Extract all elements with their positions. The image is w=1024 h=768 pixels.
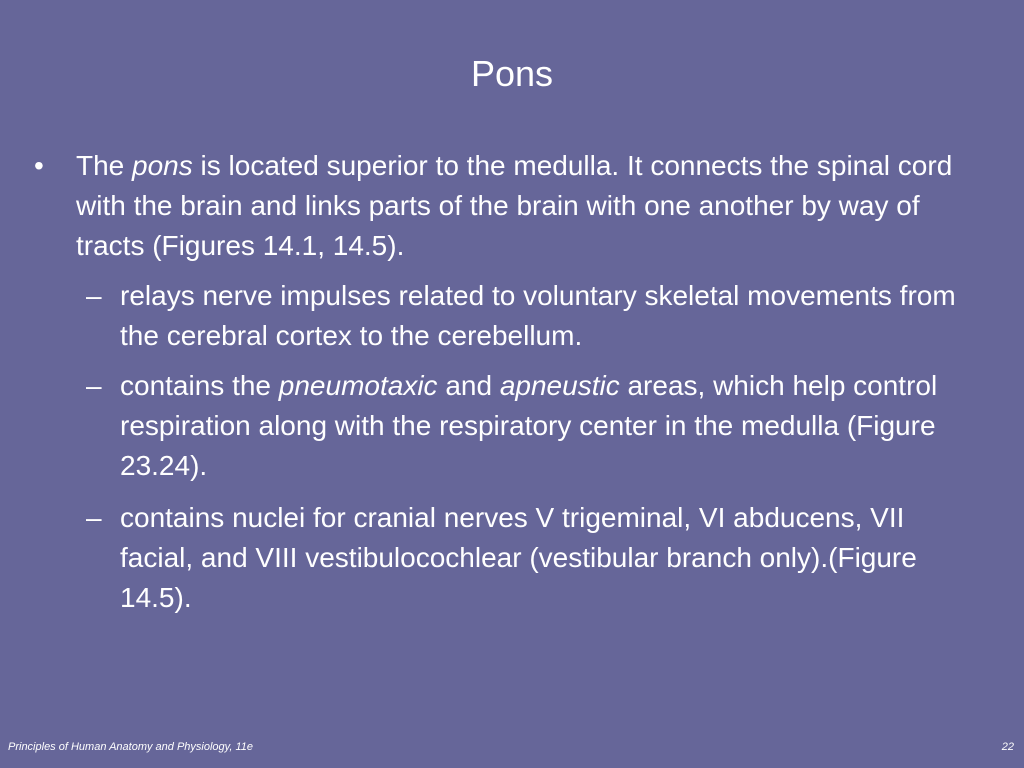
footer-source: Principles of Human Anatomy and Physiology, 11e	[8, 741, 253, 753]
sub2-italic-apneustic: apneustic	[499, 370, 620, 401]
sub-bullet-cranial-nerves-text: contains nuclei for cranial nerves V trigeminal, VI abducens, VII facial, and VIII vestibulocochlear (vestibular branch only).(Figure 14.5).	[120, 502, 917, 613]
sub-bullet-relays-text: relays nerve impulses related to voluntary skeletal movements from the cerebral cortex to the cerebellum.	[120, 280, 956, 351]
sub-bullet-marker: –	[86, 280, 102, 311]
sub-bullet-respiration-text	[120, 366, 972, 486]
slide-title: Pons	[470, 53, 554, 94]
sub2-pre: contains the	[120, 370, 279, 401]
footer-page-number: 22	[1001, 741, 1014, 753]
sub-bullet-marker: –	[86, 502, 102, 533]
main-bullet-post: is located superior to the medulla. It connects the spinal cord with the brain and links parts of the brain with one another by way of tracts (Figures 14.1, 14.5).	[76, 150, 953, 261]
main-bullet-pre: The	[76, 150, 133, 181]
sub-bullet-marker: –	[86, 370, 102, 401]
main-bullet-text	[76, 146, 984, 266]
bullet-marker: •	[34, 150, 44, 181]
main-bullet-italic: pons	[132, 150, 193, 181]
sub2-mid: and	[437, 370, 500, 401]
sub2-post: areas, which help control respiration along with the respiratory center in the medulla (Figure 23.24).	[120, 370, 938, 481]
sub2-italic-pneumotaxic: pneumotaxic	[278, 370, 438, 401]
